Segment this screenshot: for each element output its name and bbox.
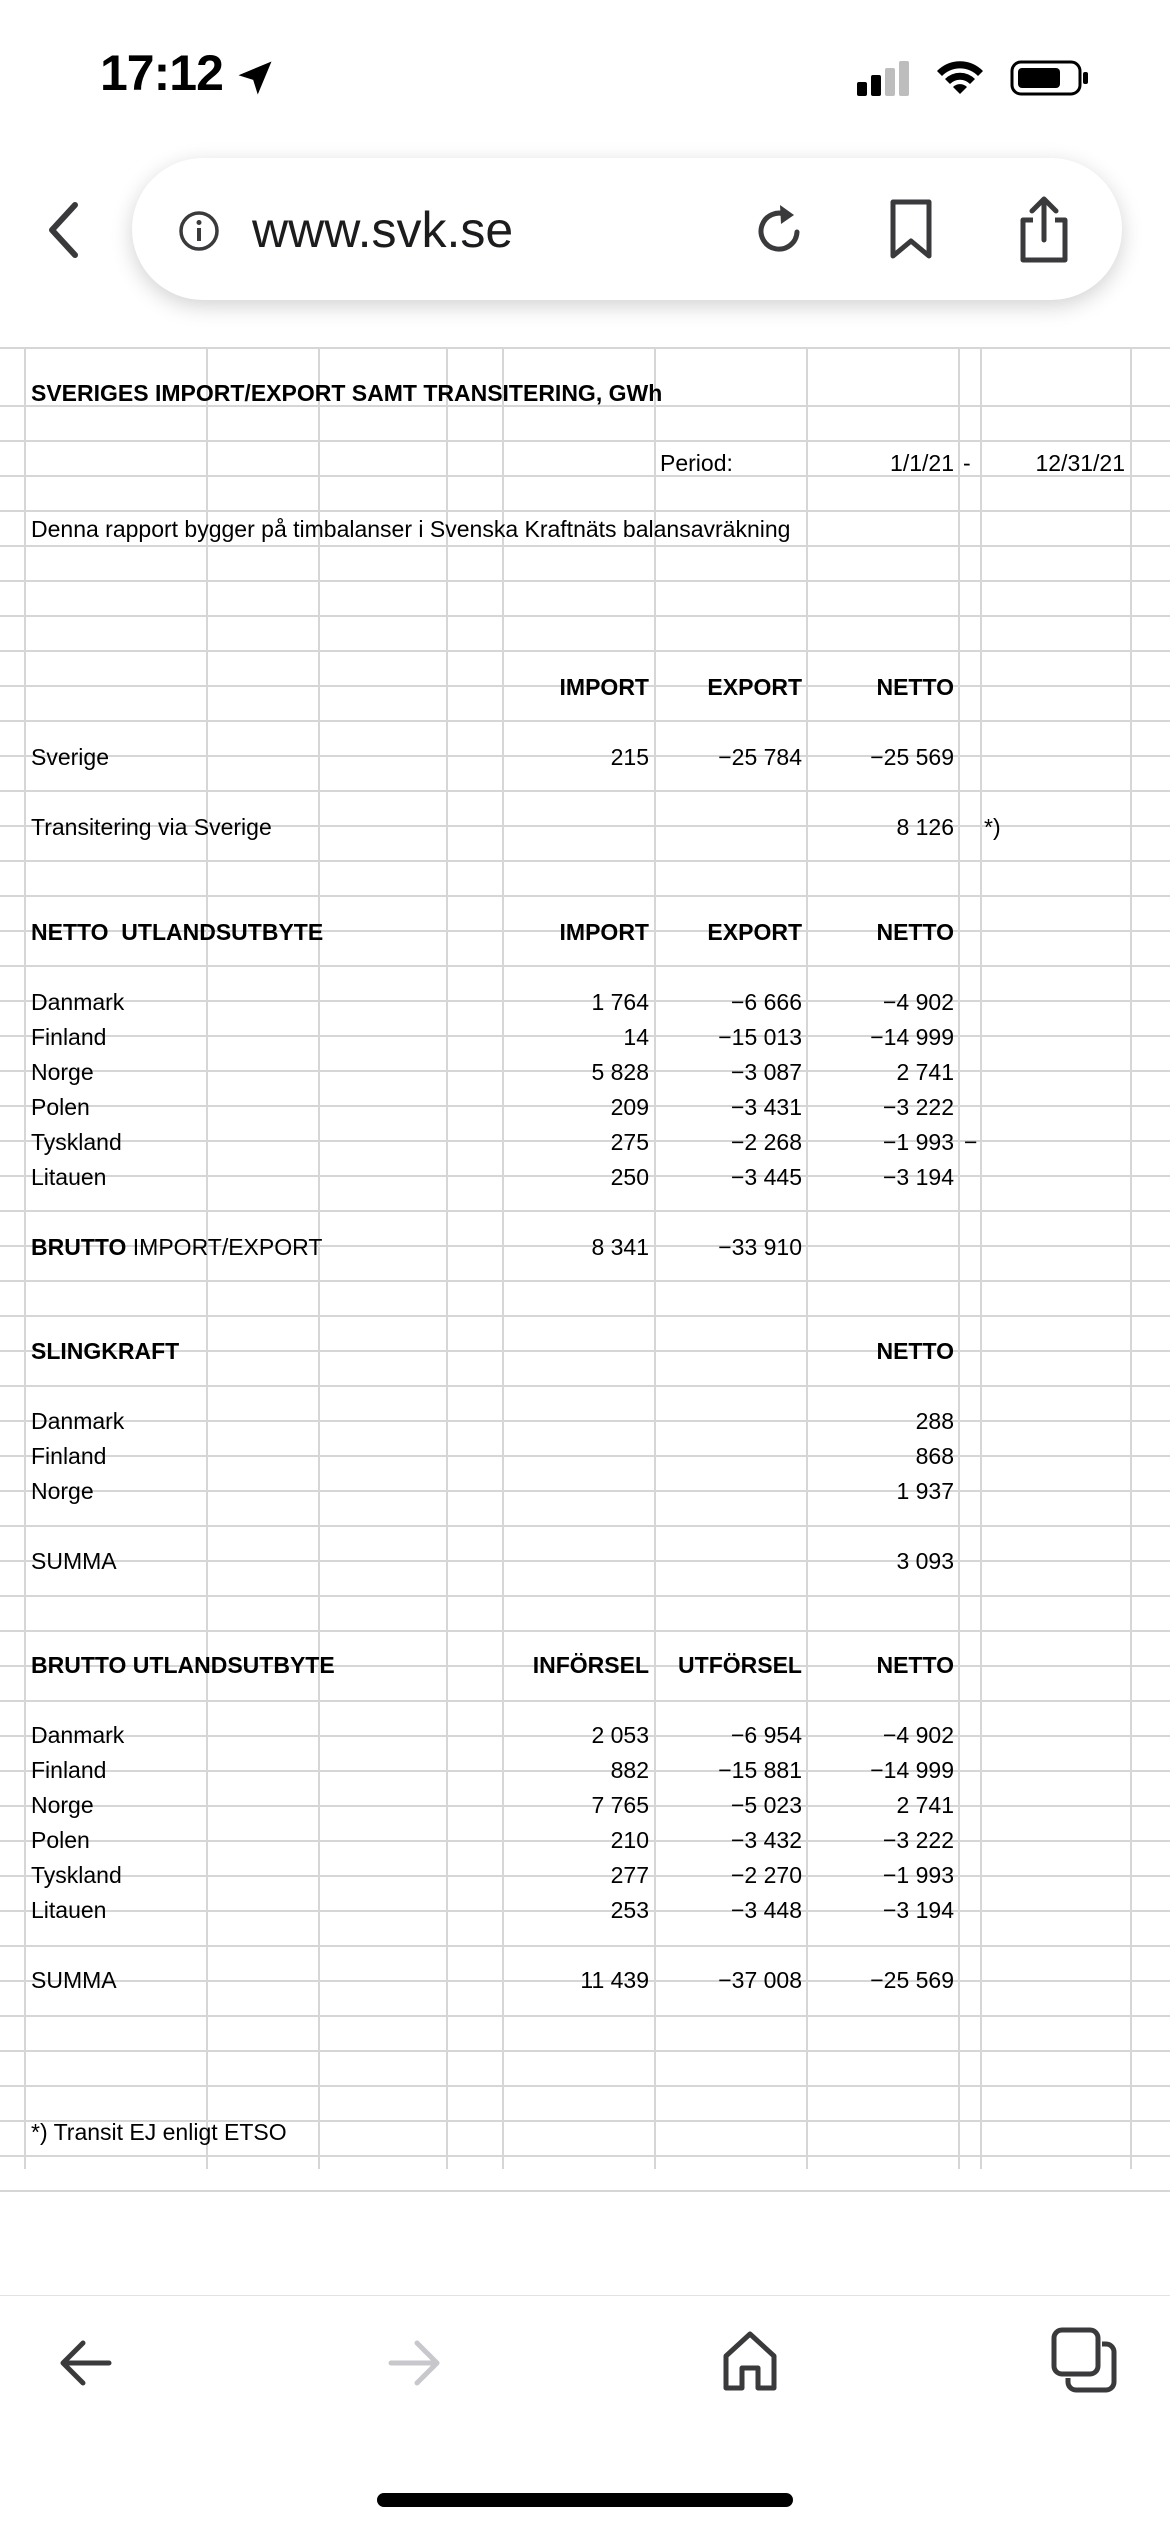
tabs-icon[interactable] (1050, 2326, 1118, 2394)
grid-hline (0, 2015, 1170, 2017)
netto-utland-heading: NETTO UTLANDSUTBYTE (31, 919, 324, 945)
brutto-ie-import: 8 341 (591, 1234, 649, 1260)
grid-hline (0, 347, 1170, 349)
table-row-label: Danmark (31, 989, 125, 1015)
period-label: Period: (660, 450, 733, 476)
table-row-netto: −3 222 (883, 1827, 954, 1853)
grid-hline (0, 615, 1170, 617)
table-row-import: 277 (610, 1862, 649, 1888)
grid-vline (446, 347, 448, 2169)
sverige-netto: −25 569 (870, 744, 954, 770)
location-arrow-icon (233, 56, 277, 100)
table-row-label: Tyskland (31, 1862, 122, 1888)
grid-hline (0, 1420, 1170, 1422)
table-row-export: −3 431 (731, 1094, 802, 1120)
grid-hline (0, 650, 1170, 652)
table-row-netto: 868 (915, 1443, 954, 1469)
brutto-ie-label-bold: BRUTTO (31, 1234, 127, 1260)
grid-hline (0, 1630, 1170, 1632)
table-row-export: −3 445 (731, 1164, 802, 1190)
table-row-label: Polen (31, 1094, 90, 1120)
grid-hline (0, 2085, 1170, 2087)
grid-hline (0, 1945, 1170, 1947)
grid-hline (0, 1455, 1170, 1457)
grid-hline (0, 1490, 1170, 1492)
table-row-label: Finland (31, 1757, 107, 1783)
transit-label: Transitering via Sverige (31, 814, 272, 840)
sverige-label: Sverige (31, 744, 109, 770)
grid-hline (0, 790, 1170, 792)
grid-hline (0, 720, 1170, 722)
table-row-netto: −3 194 (883, 1897, 954, 1923)
table-row-netto: −4 902 (883, 989, 954, 1015)
brutto-utland-heading: BRUTTO UTLANDSUTBYTE (31, 1652, 335, 1678)
grid-hline (0, 1385, 1170, 1387)
table-row-export: −3 087 (731, 1059, 802, 1085)
table-row-import: 5 828 (591, 1059, 649, 1085)
table-row-export: −3 432 (731, 1827, 802, 1853)
share-icon[interactable] (1015, 194, 1073, 266)
table-row-import: 253 (610, 1897, 649, 1923)
grid-hline (0, 580, 1170, 582)
period-to: 12/31/21 (1035, 450, 1125, 476)
table-row-export: −2 270 (731, 1862, 802, 1888)
grid-hline (0, 2050, 1170, 2052)
table-row-netto: 2 741 (896, 1059, 954, 1085)
grid-hline (0, 1700, 1170, 1702)
table-row-export: −6 954 (731, 1722, 802, 1748)
brutto-utland-summa-label: SUMMA (31, 1967, 117, 1993)
table-row-label: Norge (31, 1478, 94, 1504)
table-row-netto: −3 194 (883, 1164, 954, 1190)
wifi-icon (935, 56, 985, 100)
forward-arrow-icon[interactable] (385, 2335, 445, 2391)
back-arrow-icon[interactable] (55, 2335, 115, 2391)
grid-hline (0, 1280, 1170, 1282)
grid-hline (0, 895, 1170, 897)
brutto-utland-header-utfor: UTFÖRSEL (678, 1652, 802, 1678)
sverige-import: 215 (610, 744, 649, 770)
status-time: 17:12 (100, 45, 223, 101)
table-row-netto: 1 937 (896, 1478, 954, 1504)
grid-hline (0, 2190, 1170, 2192)
grid-hline (0, 860, 1170, 862)
header-netto: NETTO (876, 674, 954, 700)
brutto-ie-label (31, 1230, 322, 1265)
table-row-netto: −3 222 (883, 1094, 954, 1120)
slingkraft-header-netto: NETTO (876, 1338, 954, 1364)
header-import: IMPORT (559, 674, 649, 700)
table-row-import: 250 (610, 1164, 649, 1190)
table-row-label: Tyskland (31, 1129, 122, 1155)
grid-vline (980, 347, 982, 2169)
header-export: EXPORT (707, 674, 802, 700)
brutto-utland-summa-export: −37 008 (718, 1967, 802, 1993)
table-row-label: Litauen (31, 1164, 107, 1190)
table-row-label: Norge (31, 1059, 94, 1085)
table-row-netto: −1 993 (883, 1129, 954, 1155)
period-from: 1/1/21 (890, 450, 954, 476)
table-row-netto: 288 (915, 1408, 954, 1434)
battery-icon (1010, 58, 1090, 98)
table-row-export: −6 666 (731, 989, 802, 1015)
reload-icon[interactable] (752, 200, 808, 260)
sverige-export: −25 784 (718, 744, 802, 770)
netto-utland-header-import: IMPORT (559, 919, 649, 945)
slingkraft-heading: SLINGKRAFT (31, 1338, 180, 1364)
period-dash: - (963, 450, 971, 476)
grid-hline (0, 440, 1170, 442)
table-row-label: Finland (31, 1443, 107, 1469)
grid-vline (1130, 347, 1132, 2169)
table-row-netto: −1 993 (883, 1862, 954, 1888)
table-row-import: 882 (610, 1757, 649, 1783)
grid-vline (958, 347, 960, 2169)
brutto-ie-export: −33 910 (718, 1234, 802, 1260)
grid-hline (0, 1560, 1170, 1562)
table-row-label: Polen (31, 1827, 90, 1853)
grid-hline (0, 1525, 1170, 1527)
sheet-title: SVERIGES IMPORT/EXPORT SAMT TRANSITERING, GWh (31, 380, 663, 406)
table-row-export: −5 023 (731, 1792, 802, 1818)
status-bar (0, 0, 1170, 150)
table-row-import: 2 053 (591, 1722, 649, 1748)
grid-hline (0, 1210, 1170, 1212)
grid-vline (24, 347, 26, 2169)
brutto-utland-header-infor: INFÖRSEL (532, 1652, 649, 1678)
grid-hline (0, 965, 1170, 967)
grid-hline (0, 1595, 1170, 1597)
table-row-label: Litauen (31, 1897, 107, 1923)
table-row-import: 7 765 (591, 1792, 649, 1818)
footnote: *) Transit EJ enligt ETSO (31, 2119, 287, 2145)
report-description: Denna rapport bygger på timbalanser i Svenska Kraftnäts balansavräkning (31, 516, 791, 542)
bookmark-icon[interactable] (885, 198, 937, 262)
table-row-netto: 2 741 (896, 1792, 954, 1818)
netto-utland-header-export: EXPORT (707, 919, 802, 945)
brutto-utland-summa-netto: −25 569 (870, 1967, 954, 1993)
table-row-label: Finland (31, 1024, 107, 1050)
table-row-extra: − (964, 1129, 978, 1155)
url-text[interactable]: www.svk.se (252, 202, 514, 258)
table-row-import: 1 764 (591, 989, 649, 1015)
info-icon[interactable] (178, 210, 220, 252)
table-row-export: −3 448 (731, 1897, 802, 1923)
table-row-netto: −14 999 (870, 1024, 954, 1050)
grid-hline (0, 1315, 1170, 1317)
brutto-utland-header-netto: NETTO (876, 1652, 954, 1678)
home-indicator (377, 2493, 793, 2507)
table-row-export: −2 268 (731, 1129, 802, 1155)
table-row-label: Danmark (31, 1408, 125, 1434)
table-row-import: 275 (610, 1129, 649, 1155)
cellular-signal-icon (855, 60, 915, 100)
grid-hline (0, 2155, 1170, 2157)
netto-utland-header-netto: NETTO (876, 919, 954, 945)
transit-netto: 8 126 (896, 814, 954, 840)
table-row-import: 210 (610, 1827, 649, 1853)
transit-note: *) (984, 814, 1001, 840)
table-row-export: −15 881 (718, 1757, 802, 1783)
table-row-label: Danmark (31, 1722, 125, 1748)
brutto-ie-label-rest: IMPORT/EXPORT (126, 1234, 323, 1260)
table-row-label: Norge (31, 1792, 94, 1818)
brutto-utland-summa-import: 11 439 (580, 1967, 649, 1993)
browser-back-chevron-icon[interactable] (40, 200, 90, 260)
table-row-import: 14 (623, 1024, 649, 1050)
table-row-import: 209 (610, 1094, 649, 1120)
home-icon[interactable] (720, 2328, 780, 2394)
table-row-export: −15 013 (718, 1024, 802, 1050)
table-row-netto: −14 999 (870, 1757, 954, 1783)
slingkraft-summa-netto: 3 093 (896, 1548, 954, 1574)
table-row-netto: −4 902 (883, 1722, 954, 1748)
slingkraft-summa-label: SUMMA (31, 1548, 117, 1574)
spreadsheet (0, 347, 1170, 2167)
